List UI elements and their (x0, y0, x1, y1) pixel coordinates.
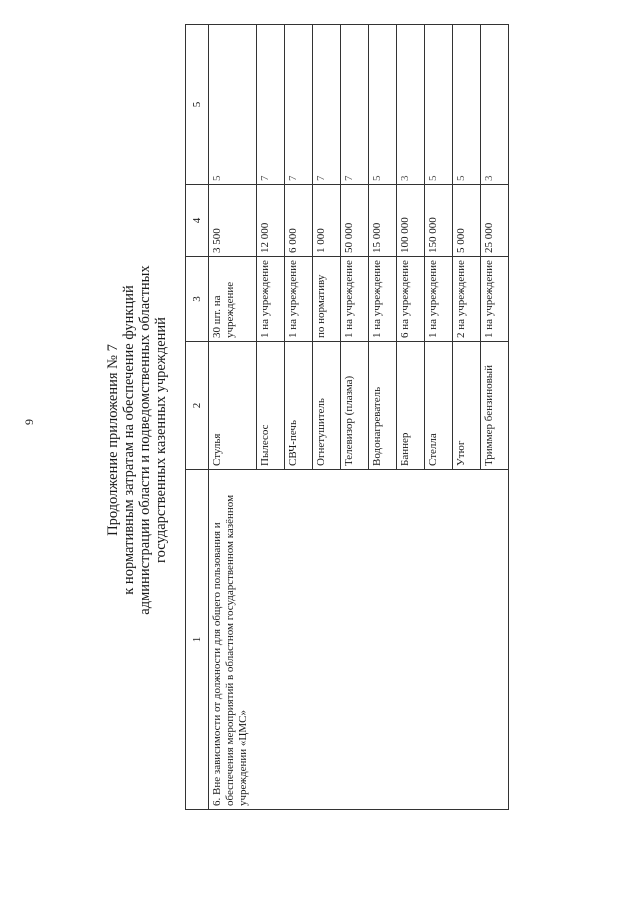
price-cell: 15 000 (369, 185, 397, 257)
years-cell: 7 (341, 25, 369, 185)
price-cell: 3 500 (209, 185, 257, 257)
column-header: 5 (186, 25, 209, 185)
price-cell: 1 000 (313, 185, 341, 257)
years-cell: 5 (425, 25, 453, 185)
price-cell: 25 000 (481, 185, 509, 257)
quantity-cell: 6 на учреждение (397, 257, 425, 342)
quantity-cell: 1 на учреждение (257, 257, 285, 342)
price-cell: 12 000 (257, 185, 285, 257)
price-cell: 150 000 (425, 185, 453, 257)
years-cell: 7 (257, 25, 285, 185)
years-cell: 7 (285, 25, 313, 185)
column-header: 4 (186, 185, 209, 257)
page-number: 9 (22, 419, 36, 425)
rotated-table-wrapper (185, 25, 635, 810)
item-cell: Баннер (397, 342, 425, 470)
years-cell: 5 (453, 25, 481, 185)
item-cell: Водонагреватель (369, 342, 397, 470)
quantity-cell: 1 на учреждение (341, 257, 369, 342)
price-cell: 5 000 (453, 185, 481, 257)
heading-line-4: государственных казенных учреждений (153, 317, 169, 563)
price-cell: 6 000 (285, 185, 313, 257)
quantity-cell: 1 на учреждение (285, 257, 313, 342)
item-cell: Пылесос (257, 342, 285, 470)
quantity-cell: 1 на учреждение (425, 257, 453, 342)
item-cell: Стулья (209, 342, 257, 470)
heading-line-3: администрации области и подведомственных областных (137, 265, 153, 615)
table-row (209, 25, 257, 810)
price-cell: 100 000 (397, 185, 425, 257)
item-cell: Телевизор (плазма) (341, 342, 369, 470)
heading-line-1: Продолжение приложения № 7 (105, 344, 121, 536)
years-cell: 3 (397, 25, 425, 185)
section-cell: 6. Вне зависимости от должности для общего пользования и обеспечения мероприятий в областном государственном казённом учреждении «ЦМС» (209, 470, 509, 810)
quantity-cell: 1 на учреждение (481, 257, 509, 342)
quantity-cell: 30 шт. на учреждение (209, 257, 257, 342)
years-cell: 5 (369, 25, 397, 185)
heading-line-2: к нормативным затратам на обеспечение функций (121, 285, 137, 595)
item-cell: Утюг (453, 342, 481, 470)
item-cell: Стелла (425, 342, 453, 470)
column-header: 2 (186, 342, 209, 470)
quantity-cell: 1 на учреждение (369, 257, 397, 342)
quantity-cell: 2 на учреждение (453, 257, 481, 342)
appendix-heading (105, 90, 169, 790)
price-cell: 50 000 (341, 185, 369, 257)
quantity-cell: по нормативу (313, 257, 341, 342)
years-cell: 7 (313, 25, 341, 185)
norms-table (185, 24, 509, 810)
column-header: 3 (186, 257, 209, 342)
item-cell: СВЧ-печь (285, 342, 313, 470)
column-header: 1 (186, 470, 209, 810)
item-cell: Огнетушитель (313, 342, 341, 470)
years-cell: 5 (209, 25, 257, 185)
item-cell: Триммер бензиновый (481, 342, 509, 470)
years-cell: 3 (481, 25, 509, 185)
table-header-row (186, 25, 209, 810)
